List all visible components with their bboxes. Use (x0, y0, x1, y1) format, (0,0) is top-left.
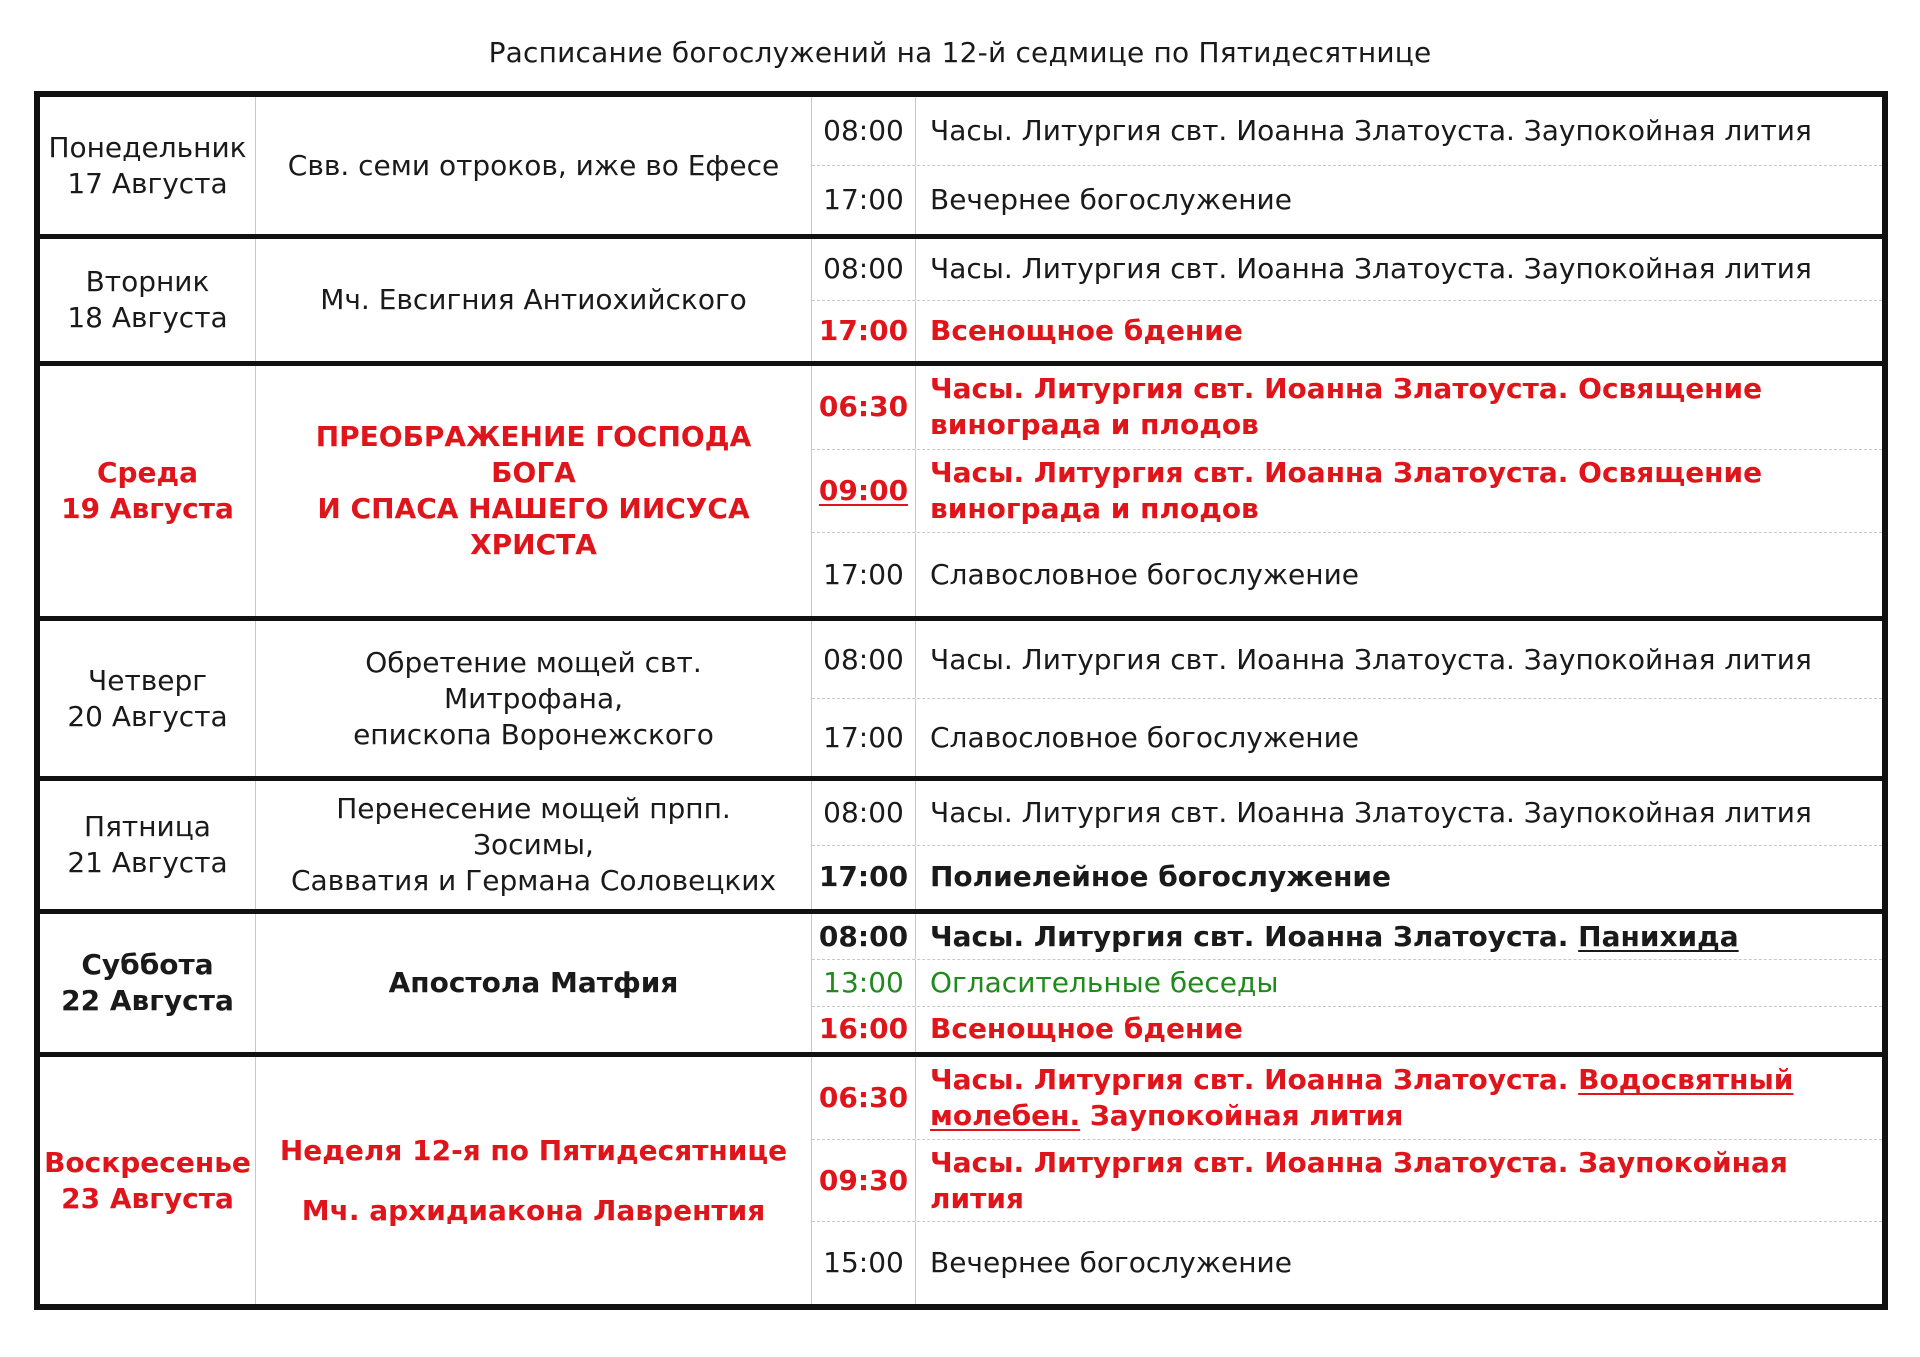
services-cell (812, 1057, 1882, 1304)
service-time: 09:30 (812, 1140, 916, 1222)
feast-cell (256, 239, 812, 361)
date: 23 Августа (61, 1181, 234, 1215)
day-row-thursday (40, 616, 1882, 776)
day-row-friday (40, 776, 1882, 909)
service-time: 08:00 (812, 97, 916, 165)
service-row (812, 914, 1882, 959)
service-name: Всенощное бдение (930, 313, 1243, 347)
service-time: 17:00 (812, 846, 916, 910)
day-cell (40, 781, 256, 909)
service-name: Вечернее богослужение (930, 183, 1292, 216)
service-row (812, 532, 1882, 616)
weekday: Вторник (85, 265, 210, 298)
service-time: 08:00 (812, 914, 916, 959)
service-row (812, 621, 1882, 698)
feast-name: Обретение мощей свт. Митрофана, епископа Воронежского (353, 645, 714, 751)
service-name: Полиелейное богослужение (930, 860, 1392, 894)
service-time: 09:00 (818, 474, 909, 507)
day-cell (40, 97, 256, 234)
weekday: Четверг (88, 663, 207, 697)
service-time: 08:00 (812, 781, 916, 845)
day-row-saturday (40, 909, 1882, 1052)
day-cell (40, 914, 256, 1052)
service-name: Часы. Литургия свт. Иоанна Златоуста. (930, 1062, 1579, 1096)
day-row-sunday (40, 1052, 1882, 1304)
service-name: Огласительные беседы (930, 965, 1279, 999)
day-row-wednesday (40, 361, 1882, 616)
feast-name: Свв. семи отроков, иже во Ефесе (287, 148, 780, 182)
services-cell (812, 914, 1882, 1052)
service-row (812, 959, 1882, 1005)
service-time: 06:30 (812, 1057, 916, 1139)
service-time: 17:00 (812, 533, 916, 616)
feast-name: Перенесение мощей прпп. Зосимы, Савватия и Германа Соловецких (290, 792, 777, 897)
services-cell (812, 621, 1882, 776)
service-row (812, 1006, 1882, 1052)
service-time: 17:00 (812, 166, 916, 234)
services-cell (812, 239, 1882, 361)
service-name: Вечернее богослужение (930, 1246, 1292, 1280)
service-row (812, 845, 1882, 910)
feast-name: Мч. Евсигния Антиохийского (320, 283, 747, 316)
feast-cell (256, 97, 812, 234)
service-name-underlined: Панихида (1578, 919, 1739, 953)
service-name: Всенощное бдение (930, 1012, 1243, 1046)
day-cell (40, 621, 256, 776)
service-row (812, 449, 1882, 533)
service-time: 16:00 (812, 1007, 916, 1052)
service-time: 08:00 (812, 239, 916, 300)
service-row (812, 97, 1882, 165)
feast-cell (256, 366, 812, 616)
day-row-tuesday (40, 234, 1882, 361)
service-row (812, 366, 1882, 449)
service-time: 08:00 (812, 621, 916, 698)
feast-cell (256, 914, 812, 1052)
services-cell (812, 97, 1882, 234)
service-name: Часы. Литургия свт. Иоанна Златоуста. Заупокойная лития (930, 1145, 1788, 1215)
service-name-after: Заупокойная лития (1080, 1098, 1404, 1132)
service-time: 17:00 (812, 301, 916, 362)
day-row-monday (40, 97, 1882, 234)
feast-name: Неделя 12-я по Пятидесятнице (279, 1133, 788, 1167)
schedule-table (34, 91, 1888, 1310)
weekday: Пятница (84, 810, 211, 843)
service-row (812, 781, 1882, 845)
service-row (812, 1057, 1882, 1139)
service-time: 17:00 (812, 699, 916, 776)
weekday: Среда (96, 456, 199, 489)
date: 20 Августа (67, 699, 228, 733)
service-row (812, 165, 1882, 234)
service-row (812, 1139, 1882, 1222)
day-cell (40, 366, 256, 616)
feast-name: ПРЕОБРАЖЕНИЕ ГОСПОДА БОГА И СПАСА НАШЕГО ИИСУСА ХРИСТА (315, 420, 752, 561)
day-cell (40, 239, 256, 361)
page-title: Расписание богослужений на 12-й седмице по Пятидесятнице (488, 36, 1432, 69)
service-name: Часы. Литургия свт. Иоанна Златоуста. Заупокойная лития (930, 252, 1812, 286)
service-time: 15:00 (812, 1222, 916, 1304)
service-name: Славословное богослужение (930, 720, 1360, 754)
feast-cell (256, 621, 812, 776)
feast-name: Мч. архидиакона Лаврентия (301, 1193, 766, 1227)
service-row (812, 1221, 1882, 1304)
service-name: Часы. Литургия свт. Иоанна Златоуста. Освящение винограда и плодов (930, 456, 1763, 525)
services-cell (812, 781, 1882, 909)
feast-name: Апостола Матфия (388, 966, 679, 999)
service-name: Часы. Литургия свт. Иоанна Златоуста. Заупокойная лития (930, 795, 1812, 829)
feast-cell (256, 1057, 812, 1304)
weekday: Понедельник (48, 130, 247, 164)
service-row (812, 698, 1882, 776)
weekday: Суббота (81, 948, 214, 981)
service-name: Славословное богослужение (930, 557, 1360, 591)
service-name: Часы. Литургия свт. Иоанна Златоуста. Заупокойная лития (930, 642, 1812, 676)
services-cell (812, 366, 1882, 616)
day-cell (40, 1057, 256, 1304)
service-row (812, 300, 1882, 362)
service-row (812, 239, 1882, 300)
service-time: 06:30 (812, 366, 916, 449)
feast-cell (256, 781, 812, 909)
date: 18 Августа (67, 301, 228, 334)
service-name: Часы. Литургия свт. Иоанна Златоуста. Заупокойная лития (930, 114, 1812, 147)
weekday: Воскресенье (44, 1145, 251, 1179)
service-time: 13:00 (812, 960, 916, 1005)
service-name: Часы. Литургия свт. Иоанна Златоуста. Освящение винограда и плодов (930, 372, 1763, 442)
date: 17 Августа (67, 166, 228, 200)
service-name: Часы. Литургия свт. Иоанна Златоуста. (930, 919, 1579, 953)
date: 21 Августа (67, 846, 228, 879)
date: 19 Августа (61, 492, 234, 525)
service-name-underlined: Водосвятный молебен. (930, 1062, 1794, 1132)
date: 22 Августа (61, 984, 234, 1017)
